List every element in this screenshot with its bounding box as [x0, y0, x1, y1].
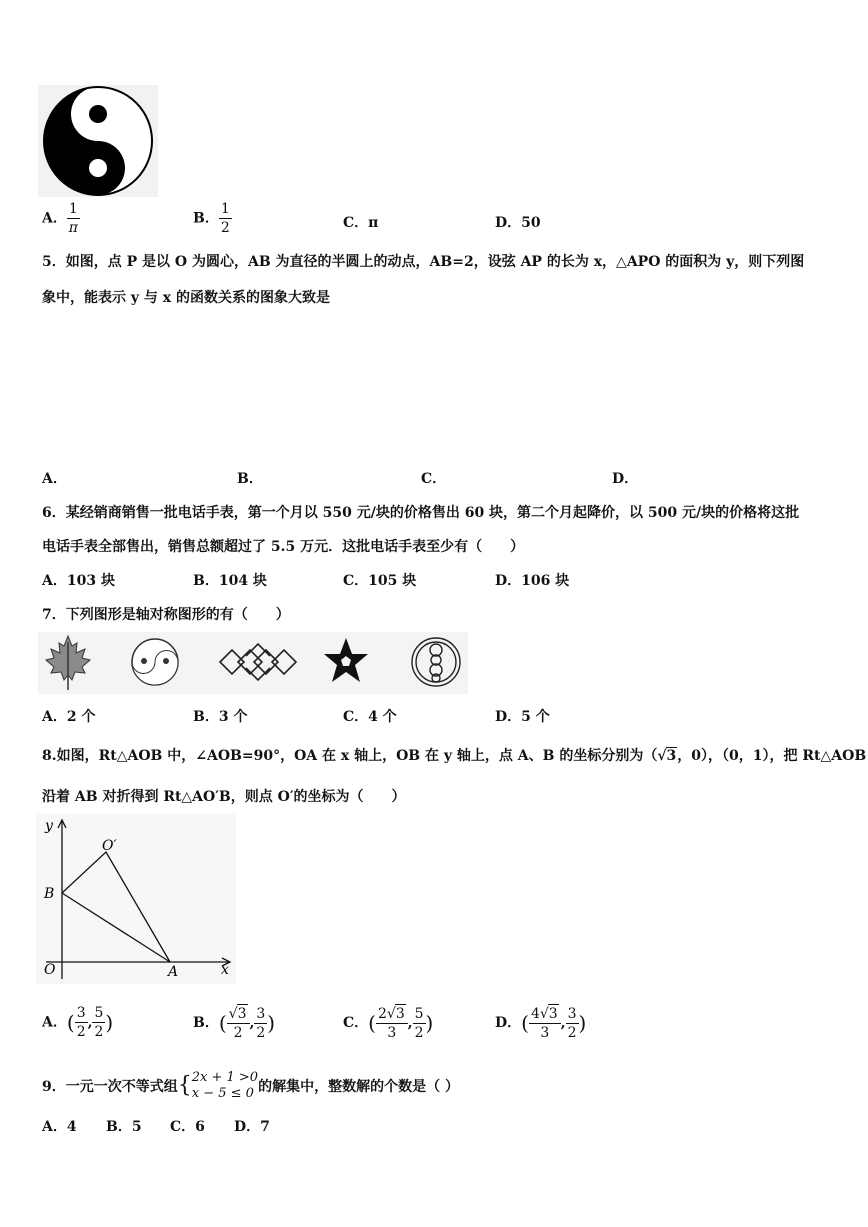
small-yin-yang-icon: [132, 639, 178, 685]
q9-option-d: D．7: [234, 1119, 270, 1135]
q6-option-d: D．106 块: [495, 573, 570, 589]
q8-option-c: C．( $\frac{2√3}{3}$ , $\frac{5}{2}$ ): [343, 1005, 434, 1041]
q5-option-b: B．: [237, 471, 263, 487]
q4-option-a: A． $\frac{1}{\pi}$: [42, 201, 78, 236]
q5-option-a: A．: [42, 471, 67, 487]
q6-option-a: A．103 块: [42, 573, 115, 589]
q5-line1: 5．如图，点 P 是以 O 为圆心，AB 为直径的半圆上的动点，AB=2，设弦 AP 的长为 x，△APO 的面积为 y，则下列图: [42, 254, 805, 270]
q7-figures: [38, 632, 468, 694]
q8-option-b: B．( $\frac{√3}{2}$ , $\frac{3}{2}$ ): [193, 1005, 276, 1041]
q8-line2: 沿着 AB 对折得到 Rt△AO′B，则点 O′的坐标为（ ）: [42, 789, 406, 805]
yin-yang-figure: [38, 85, 158, 197]
q9-option-a: A．4: [42, 1119, 77, 1135]
q5-option-c: C．: [421, 471, 447, 487]
q7-option-d: D．5 个: [495, 709, 550, 725]
q4-option-c: C．π: [343, 215, 379, 231]
point-o-prime-label: O′: [102, 838, 117, 854]
q5-line2: 象中，能表示 y 与 x 的函数关系的图象大致是: [42, 290, 330, 306]
point-o-label: O: [44, 962, 56, 978]
q9-inequality-2: x − 5 ≤ 0: [191, 1086, 254, 1101]
q6-option-b: B．104 块: [193, 573, 267, 589]
q8-line1: 8.如图，Rt△AOB 中，∠AOB=90°，OA 在 x 轴上，OB 在 y 轴上，点 A、B 的坐标分别为（√3，0），（0，1），把 Rt△AOB: [42, 748, 867, 764]
x-axis-label: x: [221, 962, 229, 978]
y-axis-label: y: [45, 818, 53, 834]
point-a-label: A: [168, 964, 179, 980]
q4-option-b: B． $\frac{1}{2}$: [193, 201, 230, 236]
q9-option-c: C．6: [170, 1119, 205, 1135]
q8-option-a: A．( $\frac{3}{2}$ , $\frac{5}{2}$ ): [42, 1005, 114, 1040]
q7-option-b: B．3 个: [193, 709, 248, 725]
q7-line1: 7．下列图形是轴对称图形的有（ ）: [42, 607, 290, 623]
q8-coordinate-figure: [36, 814, 236, 984]
q9-inequality-1: 2x + 1 >0: [191, 1070, 259, 1085]
q6-option-c: C．105 块: [343, 573, 417, 589]
q6-line2: 电话手表全部售出，销售总额超过了 5.5 万元．这批电话手表至少有（ ）: [42, 539, 525, 555]
q5-option-d: D．: [612, 471, 639, 487]
q9-line1: 9．一元一次不等式组{ 2x + 1 >0 x − 5 ≤ 0 的解集中，整数解的个数是（ ）: [42, 1070, 459, 1101]
point-b-label: B: [44, 886, 55, 902]
q6-line1: 6．某经销商销售一批电话手表，第一个月以 550 元/块的价格售出 60 块，第二个月起降价，以 500 元/块的价格将这批: [42, 505, 800, 521]
q7-option-c: C．4 个: [343, 709, 397, 725]
q7-option-a: A．2 个: [42, 709, 96, 725]
q4-option-d: D．50: [495, 215, 541, 231]
q9-option-b: B．5: [106, 1119, 142, 1135]
q8-option-d: D．( $\frac{4√3}{3}$ , $\frac{3}{2}$ ): [495, 1005, 587, 1041]
